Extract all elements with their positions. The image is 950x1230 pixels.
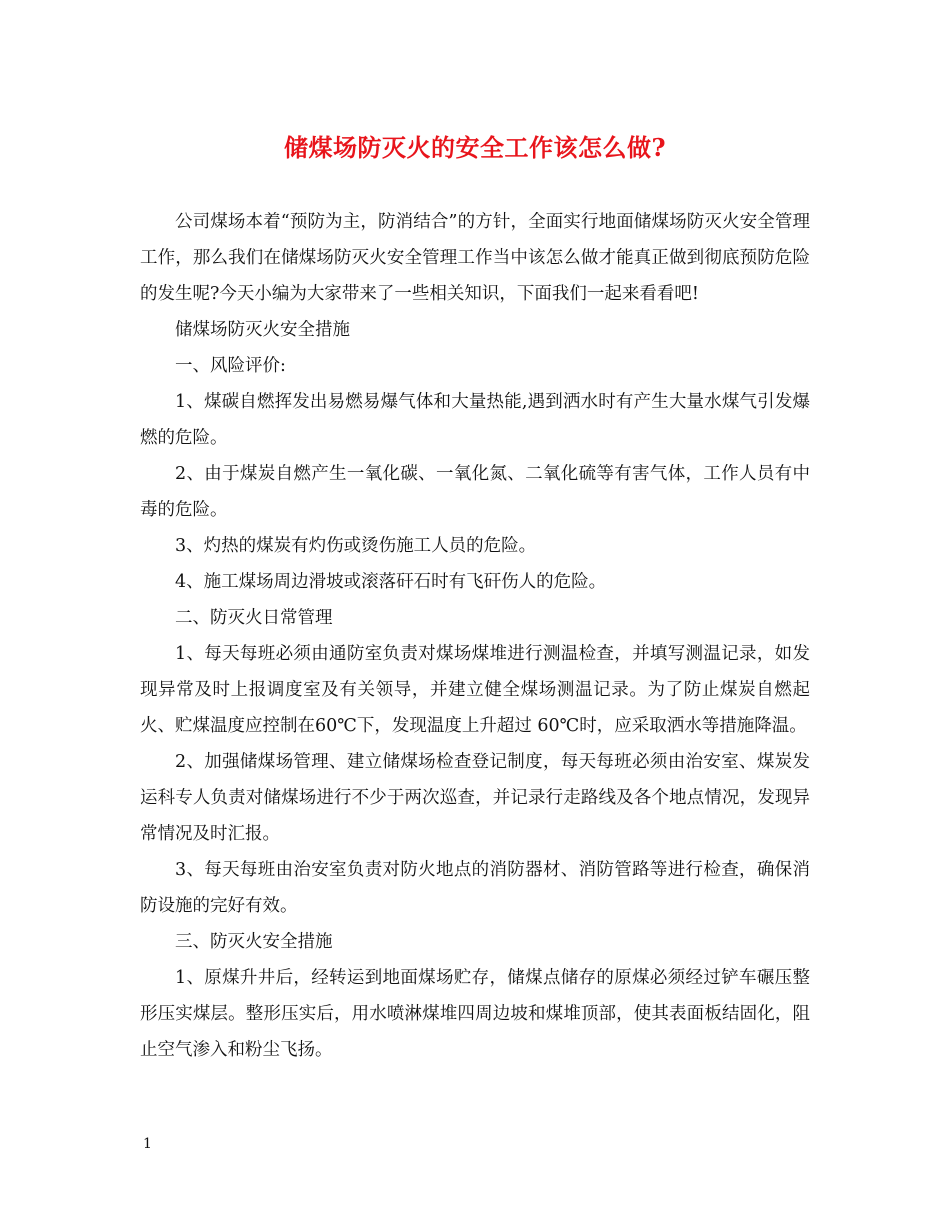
list-item: 1、每天每班必须由通防室负责对煤场煤堆进行测温检查，并填写测温记录，如发现异常及时上报调度室及有关领导，并建立健全煤场测温记录。为了防止煤炭自燃起火、贮煤温度应控制在60℃下，发现温度上升超过 60℃时，应采取洒水等措施降温。 [140, 644, 810, 736]
subsection-heading: 二、防灭火日常管理 [175, 608, 333, 628]
list-item: 1、原煤升井后，经转运到地面煤场贮存，储煤点储存的原煤必须经过铲车碾压整形压实煤层。整形压实后，用水喷淋煤堆四周边坡和煤堆顶部，使其表面板结固化，阻止空气渗入和粉尘飞扬。 [140, 968, 810, 1060]
document-body [140, 204, 810, 1068]
list-item: 2、加强储煤场管理、建立储煤场检查登记制度，每天每班必须由治安室、煤炭发运科专人负责对储煤场进行不少于两次巡查，并记录行走路线及各个地点情况，发现异常情况及时汇报。 [140, 752, 810, 844]
document-title: 储煤场防灭火的安全工作该怎么做? [283, 133, 667, 162]
section-heading: 储煤场防灭火安全措施 [175, 320, 350, 340]
list-item: 4、施工煤场周边滑坡或滚落矸石时有飞矸伤人的危险。 [175, 572, 607, 592]
list-item: 2、由于煤炭自燃产生一氧化碳、一氧化氮、二氧化硫等有害气体，工作人员有中毒的危险。 [140, 464, 810, 520]
page-number: 1 [143, 1136, 152, 1152]
subsection-heading: 一、风险评价: [175, 356, 286, 376]
subsection-heading: 三、防灭火安全措施 [175, 932, 333, 952]
list-item: 3、灼热的煤炭有灼伤或烫伤施工人员的危险。 [175, 536, 537, 556]
intro-paragraph: 公司煤场本着“预防为主，防消结合”的方针，全面实行地面储煤场防灭火安全管理工作，那么我们在储煤场防灭火安全管理工作当中该怎么做才能真正做到彻底预防危险的发生呢?今天小编为大家带来了一些相关知识，下面我们一起来看看吧! [140, 212, 810, 304]
list-item: 3、每天每班由治安室负责对防火地点的消防器材、消防管路等进行检查，确保消防设施的完好有效。 [140, 860, 810, 916]
list-item: 1、煤碳自燃挥发出易燃易爆气体和大量热能,遇到洒水时有产生大量水煤气引发爆燃的危险。 [140, 392, 810, 448]
